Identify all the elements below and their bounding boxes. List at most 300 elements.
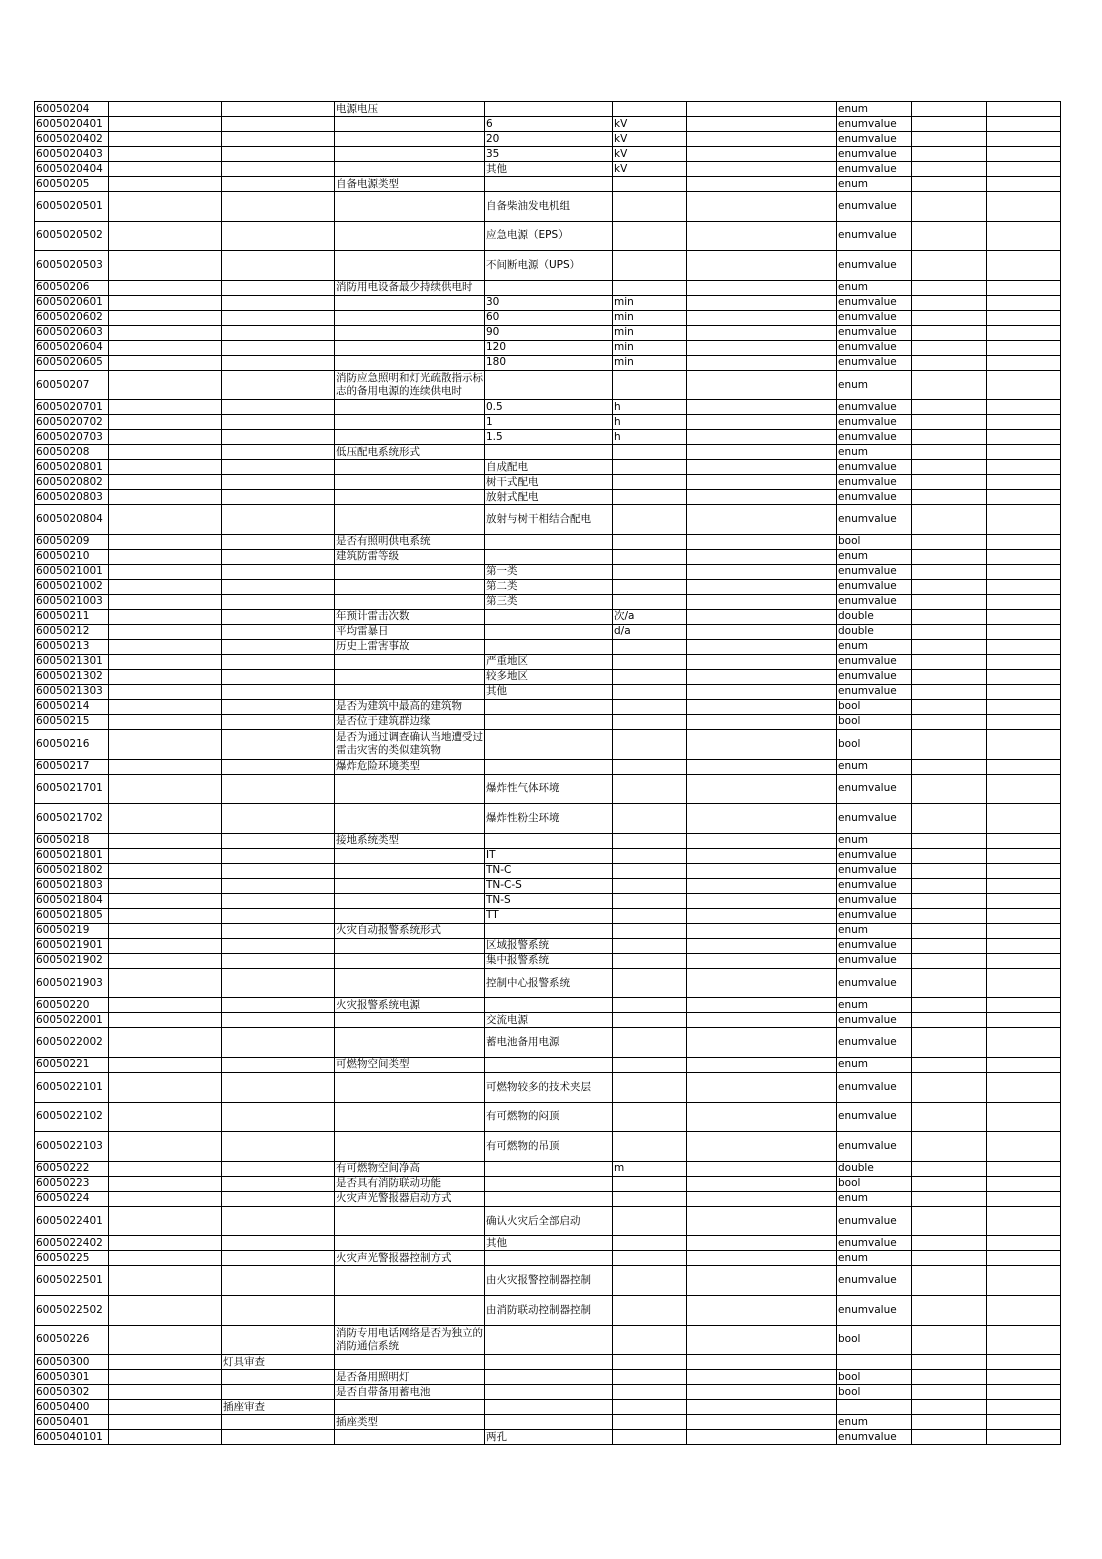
table-row <box>35 639 1061 654</box>
cell-code: 6005020703 <box>35 430 109 445</box>
cell-code: 60050400 <box>35 1400 109 1415</box>
table-row <box>35 923 1061 938</box>
cell-level1 <box>109 132 222 147</box>
cell-blank <box>687 669 837 684</box>
cell-unit <box>613 251 687 281</box>
cell-blank <box>687 1266 837 1296</box>
table-row <box>35 908 1061 923</box>
cell-parameter-name <box>335 848 485 863</box>
table-row <box>35 848 1061 863</box>
cell-code: 6005020604 <box>35 340 109 355</box>
table-row <box>35 699 1061 714</box>
cell-option-value <box>485 998 613 1013</box>
cell-level2 <box>222 1057 335 1072</box>
cell-extra-2 <box>987 804 1061 834</box>
cell-parameter-name: 火灾自动报警系统形式 <box>335 923 485 938</box>
cell-level1 <box>109 699 222 714</box>
cell-extra-2 <box>987 863 1061 878</box>
cell-unit: min <box>613 310 687 325</box>
table-row <box>35 1266 1061 1296</box>
cell-level2 <box>222 1295 335 1325</box>
cell-level2 <box>222 534 335 549</box>
cell-extra-1 <box>912 953 987 968</box>
cell-blank <box>687 684 837 699</box>
cell-option-value: 35 <box>485 147 613 162</box>
cell-data-type: enumvalue <box>837 908 912 923</box>
cell-blank <box>687 594 837 609</box>
cell-extra-1 <box>912 1430 987 1445</box>
cell-data-type: enum <box>837 1251 912 1266</box>
cell-blank <box>687 1385 837 1400</box>
table-row <box>35 1161 1061 1176</box>
cell-extra-2 <box>987 848 1061 863</box>
table-row <box>35 147 1061 162</box>
cell-level2 <box>222 132 335 147</box>
cell-option-value: 第二类 <box>485 579 613 594</box>
table-row <box>35 505 1061 535</box>
cell-extra-1 <box>912 1385 987 1400</box>
table-row <box>35 1370 1061 1385</box>
cell-code: 6005022103 <box>35 1132 109 1162</box>
cell-parameter-name: 是否自带备用蓄电池 <box>335 1385 485 1400</box>
cell-parameter-name <box>335 400 485 415</box>
cell-parameter-name: 年预计雷击次数 <box>335 609 485 624</box>
cell-level1 <box>109 564 222 579</box>
cell-parameter-name <box>335 968 485 998</box>
cell-level1 <box>109 774 222 804</box>
cell-extra-2 <box>987 908 1061 923</box>
cell-option-value: 自备柴油发电机组 <box>485 192 613 222</box>
cell-extra-1 <box>912 415 987 430</box>
cell-option-value: 0.5 <box>485 400 613 415</box>
cell-unit <box>613 1430 687 1445</box>
cell-unit <box>613 1370 687 1385</box>
cell-level2 <box>222 1028 335 1058</box>
cell-parameter-name: 是否备用照明灯 <box>335 1370 485 1385</box>
table-row <box>35 1206 1061 1236</box>
table-row <box>35 1072 1061 1102</box>
cell-level2 <box>222 1161 335 1176</box>
cell-unit <box>613 549 687 564</box>
cell-data-type: enumvalue <box>837 295 912 310</box>
cell-parameter-name <box>335 415 485 430</box>
cell-extra-1 <box>912 162 987 177</box>
cell-parameter-name <box>335 1355 485 1370</box>
cell-option-value: 确认火灾后全部启动 <box>485 1206 613 1236</box>
cell-unit <box>613 564 687 579</box>
cell-level2 <box>222 102 335 117</box>
cell-extra-2 <box>987 1191 1061 1206</box>
cell-parameter-name: 自备电源类型 <box>335 177 485 192</box>
cell-code: 60050219 <box>35 923 109 938</box>
cell-unit <box>613 1355 687 1370</box>
cell-parameter-name <box>335 1430 485 1445</box>
cell-extra-2 <box>987 310 1061 325</box>
cell-unit: kV <box>613 162 687 177</box>
cell-code: 60050204 <box>35 102 109 117</box>
cell-data-type: bool <box>837 1370 912 1385</box>
cell-level1 <box>109 878 222 893</box>
cell-level2 <box>222 1013 335 1028</box>
cell-level2: 插座审查 <box>222 1400 335 1415</box>
cell-extra-1 <box>912 579 987 594</box>
cell-code: 60050225 <box>35 1251 109 1266</box>
cell-level1 <box>109 1176 222 1191</box>
cell-data-type: enumvalue <box>837 1028 912 1058</box>
cell-parameter-name <box>335 953 485 968</box>
cell-data-type: enumvalue <box>837 968 912 998</box>
cell-extra-1 <box>912 804 987 834</box>
cell-code: 6005021301 <box>35 654 109 669</box>
cell-extra-1 <box>912 295 987 310</box>
cell-option-value: 其他 <box>485 684 613 699</box>
cell-blank <box>687 1370 837 1385</box>
table-row <box>35 325 1061 340</box>
cell-level1 <box>109 117 222 132</box>
cell-level1 <box>109 594 222 609</box>
cell-data-type: enumvalue <box>837 1013 912 1028</box>
cell-code: 60050207 <box>35 370 109 400</box>
cell-extra-2 <box>987 102 1061 117</box>
cell-data-type: enumvalue <box>837 132 912 147</box>
cell-option-value: 区域报警系统 <box>485 938 613 953</box>
cell-blank <box>687 609 837 624</box>
cell-code: 6005020802 <box>35 475 109 490</box>
table-row <box>35 1236 1061 1251</box>
cell-blank <box>687 923 837 938</box>
cell-option-value: 第三类 <box>485 594 613 609</box>
cell-extra-2 <box>987 579 1061 594</box>
cell-blank <box>687 1355 837 1370</box>
cell-code: 60050212 <box>35 624 109 639</box>
cell-code: 6005020601 <box>35 295 109 310</box>
cell-code: 60050217 <box>35 759 109 774</box>
cell-extra-2 <box>987 1295 1061 1325</box>
cell-level2 <box>222 549 335 564</box>
cell-blank <box>687 162 837 177</box>
cell-data-type: enumvalue <box>837 1236 912 1251</box>
cell-level1 <box>109 177 222 192</box>
cell-level2 <box>222 968 335 998</box>
cell-blank <box>687 460 837 475</box>
cell-extra-2 <box>987 564 1061 579</box>
cell-blank <box>687 505 837 535</box>
cell-parameter-name: 低压配电系统形式 <box>335 445 485 460</box>
cell-extra-2 <box>987 490 1061 505</box>
cell-parameter-name <box>335 1013 485 1028</box>
cell-data-type: enumvalue <box>837 1072 912 1102</box>
cell-extra-2 <box>987 445 1061 460</box>
cell-code: 6005020403 <box>35 147 109 162</box>
cell-blank <box>687 1251 837 1266</box>
cell-parameter-name <box>335 893 485 908</box>
cell-option-value <box>485 370 613 400</box>
cell-extra-1 <box>912 878 987 893</box>
cell-code: 6005022102 <box>35 1102 109 1132</box>
cell-extra-2 <box>987 1028 1061 1058</box>
table-row <box>35 953 1061 968</box>
cell-unit <box>613 1191 687 1206</box>
cell-extra-1 <box>912 1251 987 1266</box>
cell-code: 6005020605 <box>35 355 109 370</box>
cell-extra-1 <box>912 1266 987 1296</box>
cell-blank <box>687 908 837 923</box>
cell-level2 <box>222 340 335 355</box>
cell-extra-2 <box>987 1102 1061 1132</box>
cell-level1 <box>109 624 222 639</box>
cell-extra-1 <box>912 1325 987 1355</box>
cell-code: 6005021303 <box>35 684 109 699</box>
cell-blank <box>687 654 837 669</box>
cell-extra-2 <box>987 699 1061 714</box>
cell-level2 <box>222 325 335 340</box>
cell-extra-1 <box>912 117 987 132</box>
cell-extra-1 <box>912 177 987 192</box>
cell-unit <box>613 1102 687 1132</box>
cell-extra-1 <box>912 325 987 340</box>
cell-level2 <box>222 490 335 505</box>
cell-unit <box>613 460 687 475</box>
cell-level2 <box>222 505 335 535</box>
cell-extra-1 <box>912 654 987 669</box>
cell-code: 6005021903 <box>35 968 109 998</box>
cell-code: 6005021302 <box>35 669 109 684</box>
spec-table <box>34 101 1061 1445</box>
table-row <box>35 624 1061 639</box>
cell-extra-2 <box>987 1370 1061 1385</box>
table-row <box>35 475 1061 490</box>
cell-option-value <box>485 1251 613 1266</box>
cell-level1 <box>109 639 222 654</box>
cell-data-type: enumvalue <box>837 1266 912 1296</box>
cell-level2 <box>222 938 335 953</box>
cell-unit <box>613 505 687 535</box>
cell-unit <box>613 1072 687 1102</box>
cell-level1 <box>109 280 222 295</box>
cell-level1 <box>109 1355 222 1370</box>
cell-blank <box>687 280 837 295</box>
cell-code: 6005021702 <box>35 804 109 834</box>
cell-data-type: enumvalue <box>837 251 912 281</box>
cell-parameter-name <box>335 251 485 281</box>
cell-code: 60050401 <box>35 1415 109 1430</box>
cell-option-value <box>485 639 613 654</box>
cell-data-type: enum <box>837 549 912 564</box>
cell-level1 <box>109 609 222 624</box>
cell-extra-2 <box>987 280 1061 295</box>
cell-level2 <box>222 1370 335 1385</box>
cell-extra-2 <box>987 594 1061 609</box>
table-row <box>35 340 1061 355</box>
cell-unit <box>613 863 687 878</box>
cell-level1 <box>109 1236 222 1251</box>
cell-level1 <box>109 1013 222 1028</box>
cell-option-value <box>485 445 613 460</box>
cell-level1 <box>109 923 222 938</box>
cell-blank <box>687 370 837 400</box>
cell-level2 <box>222 460 335 475</box>
cell-blank <box>687 1400 837 1415</box>
cell-level1 <box>109 848 222 863</box>
cell-code: 60050300 <box>35 1355 109 1370</box>
cell-parameter-name: 是否为建筑中最高的建筑物 <box>335 699 485 714</box>
cell-extra-1 <box>912 1013 987 1028</box>
cell-data-type: enumvalue <box>837 355 912 370</box>
cell-data-type: enumvalue <box>837 310 912 325</box>
cell-extra-2 <box>987 325 1061 340</box>
cell-data-type: enum <box>837 445 912 460</box>
cell-parameter-name <box>335 1072 485 1102</box>
cell-option-value <box>485 1191 613 1206</box>
cell-option-value <box>485 1325 613 1355</box>
cell-extra-1 <box>912 251 987 281</box>
table-row <box>35 774 1061 804</box>
cell-code: 60050211 <box>35 609 109 624</box>
cell-extra-1 <box>912 1132 987 1162</box>
cell-extra-2 <box>987 505 1061 535</box>
cell-parameter-name: 插座类型 <box>335 1415 485 1430</box>
cell-extra-1 <box>912 475 987 490</box>
cell-extra-2 <box>987 295 1061 310</box>
cell-parameter-name: 火灾声光警报器启动方式 <box>335 1191 485 1206</box>
cell-data-type: enumvalue <box>837 953 912 968</box>
cell-extra-1 <box>912 863 987 878</box>
cell-option-value: 有可燃物的吊顶 <box>485 1132 613 1162</box>
cell-code: 6005020701 <box>35 400 109 415</box>
cell-extra-2 <box>987 1325 1061 1355</box>
cell-code: 60050224 <box>35 1191 109 1206</box>
cell-data-type: bool <box>837 729 912 759</box>
cell-data-type: enumvalue <box>837 848 912 863</box>
table-row <box>35 759 1061 774</box>
cell-extra-2 <box>987 549 1061 564</box>
table-row <box>35 1102 1061 1132</box>
cell-data-type: enum <box>837 280 912 295</box>
cell-option-value <box>485 833 613 848</box>
cell-level2 <box>222 579 335 594</box>
cell-parameter-name: 有可燃物空间净高 <box>335 1161 485 1176</box>
cell-extra-2 <box>987 714 1061 729</box>
cell-unit <box>613 594 687 609</box>
table-row <box>35 609 1061 624</box>
cell-option-value: 30 <box>485 295 613 310</box>
cell-level1 <box>109 729 222 759</box>
cell-extra-2 <box>987 1355 1061 1370</box>
cell-level2 <box>222 669 335 684</box>
table-row <box>35 1430 1061 1445</box>
table-row <box>35 714 1061 729</box>
cell-extra-1 <box>912 968 987 998</box>
cell-extra-1 <box>912 1206 987 1236</box>
cell-level1 <box>109 953 222 968</box>
cell-parameter-name <box>335 430 485 445</box>
cell-code: 6005022501 <box>35 1266 109 1296</box>
cell-blank <box>687 729 837 759</box>
cell-code: 6005020602 <box>35 310 109 325</box>
cell-level2 <box>222 430 335 445</box>
cell-level2 <box>222 953 335 968</box>
cell-blank <box>687 192 837 222</box>
cell-data-type: enumvalue <box>837 1132 912 1162</box>
cell-level2 <box>222 594 335 609</box>
cell-parameter-name: 是否位于建筑群边缘 <box>335 714 485 729</box>
cell-blank <box>687 221 837 251</box>
cell-extra-2 <box>987 1385 1061 1400</box>
cell-level2 <box>222 998 335 1013</box>
table-row <box>35 1355 1061 1370</box>
cell-level2 <box>222 1325 335 1355</box>
cell-data-type: enumvalue <box>837 400 912 415</box>
cell-data-type: enum <box>837 1415 912 1430</box>
cell-extra-2 <box>987 1072 1061 1102</box>
cell-option-value: 较多地区 <box>485 669 613 684</box>
cell-code: 6005021003 <box>35 594 109 609</box>
cell-data-type: bool <box>837 1385 912 1400</box>
table-row <box>35 162 1061 177</box>
cell-level2 <box>222 445 335 460</box>
cell-level2 <box>222 908 335 923</box>
cell-parameter-name <box>335 908 485 923</box>
cell-unit <box>613 729 687 759</box>
cell-code: 6005020502 <box>35 221 109 251</box>
cell-unit <box>613 1028 687 1058</box>
cell-data-type: bool <box>837 714 912 729</box>
cell-extra-1 <box>912 1370 987 1385</box>
cell-blank <box>687 445 837 460</box>
cell-code: 60050213 <box>35 639 109 654</box>
cell-blank <box>687 938 837 953</box>
cell-blank <box>687 355 837 370</box>
cell-blank <box>687 759 837 774</box>
table-row <box>35 295 1061 310</box>
cell-data-type: enumvalue <box>837 654 912 669</box>
cell-level2 <box>222 1236 335 1251</box>
cell-parameter-name <box>335 1236 485 1251</box>
table-row <box>35 370 1061 400</box>
cell-data-type: enumvalue <box>837 340 912 355</box>
cell-blank <box>687 878 837 893</box>
cell-level2 <box>222 251 335 281</box>
cell-extra-1 <box>912 132 987 147</box>
cell-option-value <box>485 1355 613 1370</box>
cell-extra-1 <box>912 1295 987 1325</box>
cell-code: 6005020803 <box>35 490 109 505</box>
cell-blank <box>687 1206 837 1236</box>
cell-data-type: bool <box>837 1325 912 1355</box>
cell-option-value <box>485 624 613 639</box>
cell-blank <box>687 1013 837 1028</box>
cell-level1 <box>109 684 222 699</box>
cell-level2 <box>222 833 335 848</box>
cell-option-value <box>485 1176 613 1191</box>
table-row <box>35 1251 1061 1266</box>
cell-data-type: enum <box>837 833 912 848</box>
cell-level2 <box>222 221 335 251</box>
cell-level1 <box>109 1400 222 1415</box>
cell-option-value <box>485 1400 613 1415</box>
cell-blank <box>687 848 837 863</box>
cell-unit <box>613 490 687 505</box>
cell-extra-2 <box>987 833 1061 848</box>
cell-extra-1 <box>912 1102 987 1132</box>
cell-parameter-name: 消防用电设备最少持续供电时 <box>335 280 485 295</box>
cell-extra-1 <box>912 355 987 370</box>
cell-level2 <box>222 1385 335 1400</box>
table-row <box>35 1385 1061 1400</box>
cell-code: 6005022402 <box>35 1236 109 1251</box>
cell-parameter-name <box>335 340 485 355</box>
cell-level2 <box>222 699 335 714</box>
